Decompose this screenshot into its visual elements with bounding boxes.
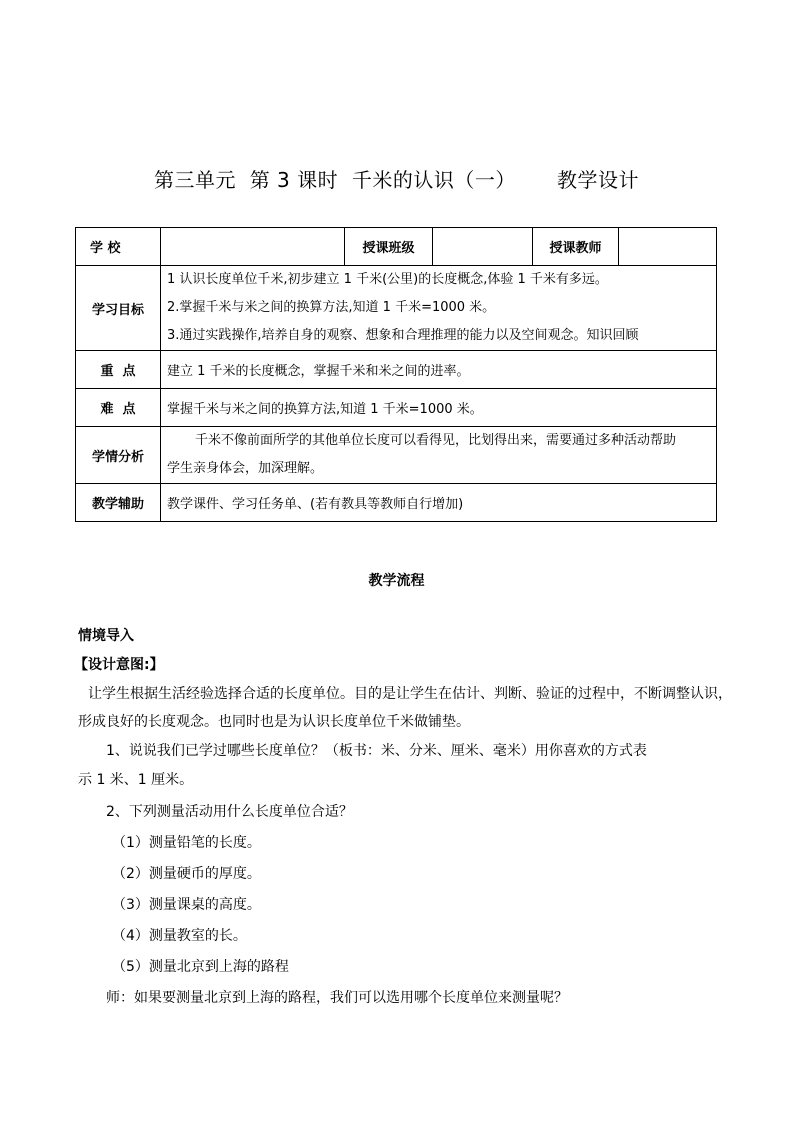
intent-line: 形成良好的长度观念。也同时也是为认识长度单位千米做铺垫。 [78,714,470,730]
question-2: 2、下列测量活动用什么长度单位合适？ [106,804,353,820]
list-item: （5）测量北京到上海的路程 [112,959,289,975]
list-item: （3）测量课桌的高度。 [112,897,261,913]
analysis-cell [161,427,717,484]
list-item: （2）测量硬币的厚度。 [112,866,261,882]
difficulty-text: 掌握千米与米之间的换算方法,知道 1 千米=1000 米。 [161,389,717,427]
section-title: 情境导入 [78,628,134,644]
table-row [76,484,717,522]
question-1-line: 示 1 米、1 厘米。 [78,772,194,788]
flow-heading: 教学流程 [368,573,425,589]
design-intent-label: 【设计意图:】 [74,657,164,673]
analysis-label: 学情分析 [76,427,161,484]
table-row [76,351,717,389]
class-value-cell [433,228,533,266]
school-label-cell [76,228,161,266]
goals-cell [161,266,717,351]
teacher-label: 授课教师 [533,228,619,266]
list-item: （4）测量教室的长。 [112,928,247,944]
analysis-line: 千米不像前面所学的其他单位长度可以看得见，比划得出来，需要通过多种活动帮助 [195,433,677,448]
document-title: 第三单元 第 3 课时 千米的认识（一） 教学设计 [153,168,639,192]
class-label: 授课班级 [345,228,433,266]
intent-line: 让学生根据生活经验选择合适的长度单位。目的是让学生在估计、判断、验证的过程中，不断调整认识， [88,686,732,702]
goal-line: 1 认识长度单位千米,初步建立 1 千米(公里)的长度概念,体验 1 千米有多远。 [167,272,608,287]
teacher-question: 师：如果要测量北京到上海的路程，我们可以选用哪个长度单位来测量呢？ [106,990,568,1006]
school-value-cell [161,228,345,266]
table-row [76,427,717,484]
aid-text: 教学课件、学习任务单、(若有教具等教师自行增加) [161,484,717,522]
key-label: 重 点 [76,351,161,389]
key-text: 建立 1 千米的长度概念，掌握千米和米之间的进率。 [161,351,717,389]
table-row [76,389,717,427]
goal-line: 3.通过实践操作,培养自身的观察、想象和合理推理的能力以及空间观念。知识回顾 [167,328,639,343]
teacher-value-cell [619,228,717,266]
question-1-line: 1、说说我们已学过哪些长度单位？（板书：米、分米、厘米、毫米）用你喜欢的方式表 [106,743,647,759]
difficulty-label: 难 点 [76,389,161,427]
goal-line: 2.掌握千米与米之间的换算方法,知道 1 千米=1000 米。 [167,300,496,315]
analysis-line: 学生亲身体会，加深理解。 [167,461,324,476]
aid-label: 教学辅助 [76,484,161,522]
school-label: 学 校 [90,241,121,256]
goals-label: 学习目标 [76,266,161,351]
list-item: （1）测量铅笔的长度。 [112,835,261,851]
lesson-info-table [75,227,717,522]
table-row [76,228,717,266]
table-row [76,266,717,351]
